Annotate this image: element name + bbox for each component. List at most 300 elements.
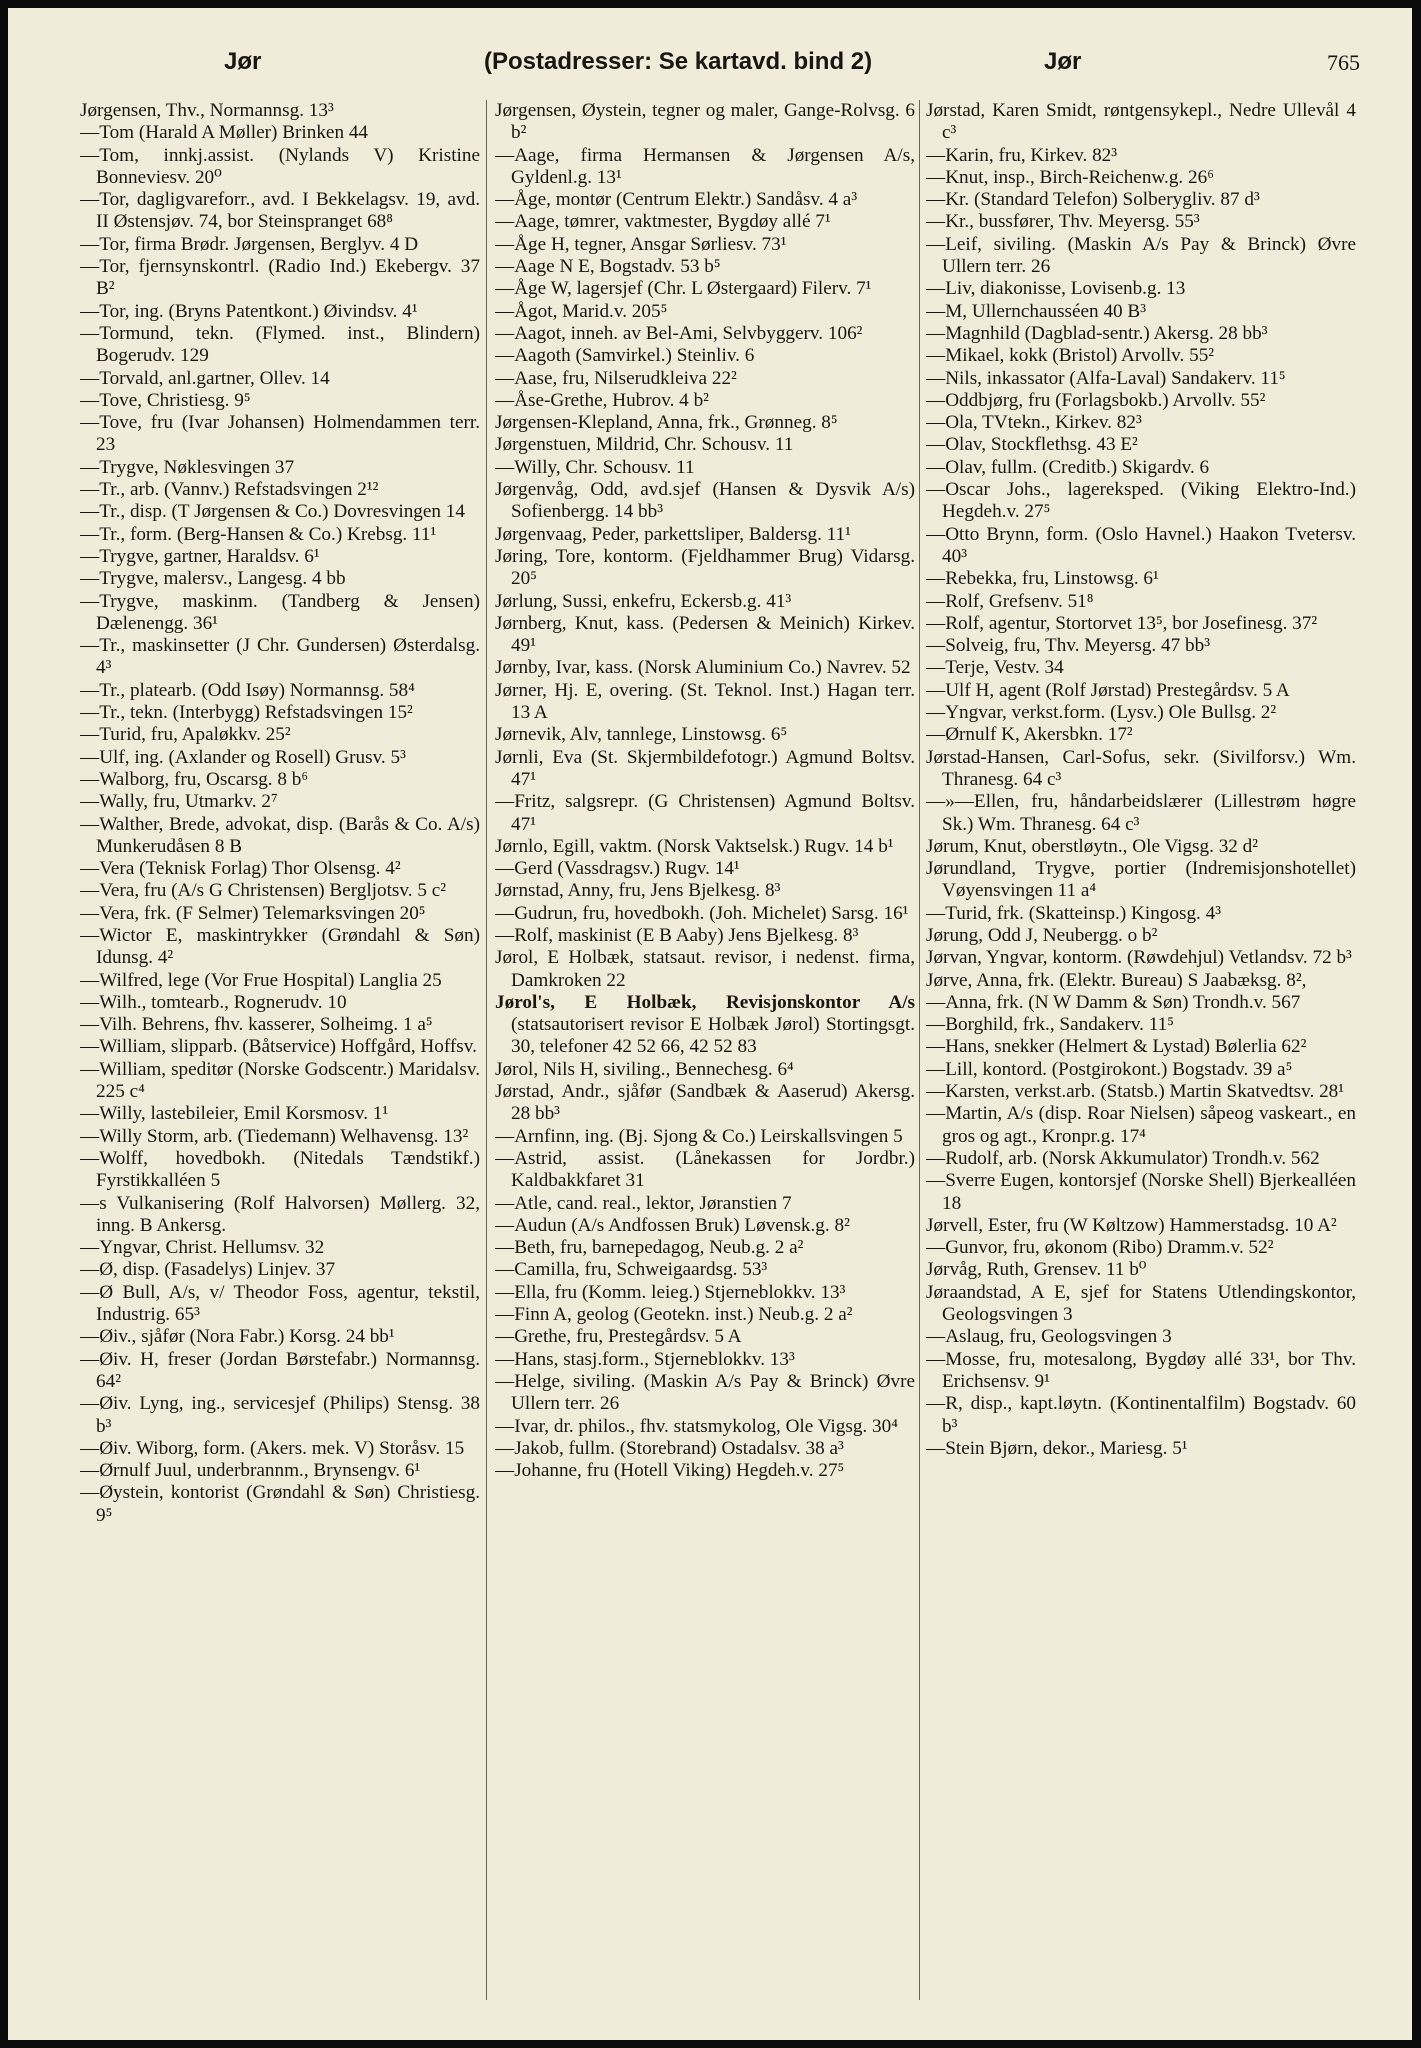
directory-columns [80,100,1376,2000]
entry-text: —Ola, TVtekn., Kirkev. 82³ [926,412,1142,434]
entry-text: Jørnlo, Egill, vaktm. (Norsk Vaktselsk.) Rugv. 14 b¹ [495,835,894,857]
entry-text: —Jakob, fullm. (Storebrand) Ostadalsv. 38 a³ [495,1437,844,1459]
directory-entry [80,145,480,190]
entry-text: —Helge, siviling. (Maskin A/s Pay & Brinck) Øvre Ullern terr. 26 [495,1370,915,1415]
entry-text: —Oscar Johs., lagereksped. (Viking Elektro-Ind.) Hegdeh.v. 27⁵ [926,479,1356,523]
directory-entry [80,1349,480,1394]
entry-text: —Ulf H, agent (Rolf Jørstad) Prestegårdsv. 5 A [926,679,1290,701]
entry-text: —Ella, fru (Komm. leieg.) Stjerneblokkv. 13³ [495,1281,846,1303]
directory-entry [80,546,480,568]
entry-text: Jørnberg, Knut, kass. (Pedersen & Meinich) Kirkev. 49¹ [495,612,915,657]
directory-entry [926,1215,1356,1237]
entry-text: —Kr. (Standard Telefon) Solberygliv. 87 d³ [926,189,1260,211]
entry-text: —Rolf, agentur, Stortorvet 13⁵, bor Josefinesg. 37² [926,612,1318,634]
directory-entry [495,1304,915,1326]
directory-entry [926,211,1356,233]
entry-text: —Trygve, gartner, Haraldsv. 6¹ [80,545,320,567]
entry-text: —Trygve, Nøklesvingen 37 [80,456,295,478]
entry-text: —Olav, fullm. (Creditb.) Skigardv. 6 [926,456,1210,478]
directory-entry [926,680,1356,702]
directory-entry [926,657,1356,679]
directory-entry [80,1059,480,1104]
directory-entry [495,234,915,256]
directory-entry [926,1081,1356,1103]
directory-entry [495,1259,915,1281]
entry-text: —Vera, frk. (F Selmer) Telemarksvingen 20⁵ [80,902,426,924]
directory-entry [80,880,480,902]
directory-entry [495,1081,915,1126]
directory-entry [80,903,480,925]
entry-text: —Tor, ing. (Bryns Patentkont.) Øivindsv. 4¹ [80,300,418,322]
entry-text: Jørlung, Sussi, enkefru, Eckersb.g. 41³ [495,590,792,612]
directory-entry [495,345,915,367]
entry-text: Jørol, E Holbæk, statsaut. revisor, i nedenst. firma, Damkroken 22 [495,947,915,991]
directory-entry [495,1059,915,1081]
directory-entry [80,970,480,992]
page-header [74,48,1360,90]
entry-text: —Sverre Eugen, kontorsjef (Norske Shell) Bjerkealléen 18 [926,1170,1356,1214]
entry-text: —William, slipparb. (Båtservice) Hoffgård, Hoffsv. [80,1036,477,1058]
directory-entry [495,880,915,902]
entry-text: —Øystein, kontorist (Grøndahl & Søn) Christiesg. 9⁵ [80,1482,480,1526]
entry-text: —Ø Bull, A/s, v/ Theodor Foss, agentur, tekstil, Industrig. 65³ [80,1281,480,1326]
directory-entry [80,1282,480,1327]
entry-text: Jørgensen, Thv., Normannsg. 13³ [80,100,334,121]
entry-text: —Gudrun, fru, hovedbokh. (Joh. Michelet) Sarsg. 16¹ [495,902,909,924]
directory-entry [80,1482,480,1527]
directory-entry [80,591,480,636]
directory-entry [80,1438,480,1460]
directory-entry [495,591,915,613]
directory-entry [495,145,915,190]
column-1 [80,100,480,2000]
directory-entry [926,1259,1356,1281]
entry-text: —Mosse, fru, motesalong, Bygdøy allé 33¹, bor Thv. Erichsensv. 9¹ [926,1348,1356,1392]
column-2 [495,100,915,2000]
entry-text: —Vera, fru (A/s G Christensen) Bergljotsv. 5 c² [80,880,446,902]
entry-text: —Otto Brynn, form. (Oslo Havnel.) Haakon Tvetersv. 40³ [926,523,1356,567]
directory-entry [80,524,480,546]
entry-text: —Atle, cand. real., lektor, Jøranstien 7 [495,1192,792,1214]
entry-text: —Tormund, tekn. (Flymed. inst., Blindern) Bogerudv. 129 [80,322,480,367]
directory-entry [926,368,1356,390]
entry-text: —Borghild, frk., Sandakerv. 11⁵ [926,1014,1174,1036]
entry-text: Jørstad-Hansen, Carl-Sofus, sekr. (Sivilforsv.) Wm. Thranesg. 64 c³ [926,746,1356,790]
directory-entry [495,1193,915,1215]
entry-text: Jørvell, Ester, fru (W Køltzow) Hammerstadsg. 10 A² [926,1214,1337,1236]
directory-entry [495,524,915,546]
entry-text: —Aagoth (Samvirkel.) Steinliv. 6 [495,345,755,367]
directory-entry [80,814,480,859]
entry-text: —Willy Storm, arb. (Tiedemann) Welhavensg. 13² [80,1125,469,1147]
entry-text: —Astrid, assist. (Lånekassen for Jordbr.) Kaldbakkfaret 31 [495,1147,915,1192]
directory-entry [80,189,480,234]
directory-entry [80,992,480,1014]
entry-text: —Tr., maskinsetter (J Chr. Gundersen) Østerdalsg. 4³ [80,635,480,679]
directory-entry [80,858,480,880]
entry-text: —»—Ellen, fru, håndarbeidslærer (Lillestrøm høgre Sk.) Wm. Thranesg. 64 c³ [926,791,1356,835]
directory-entry [80,1326,480,1348]
entry-text: —Arnfinn, ing. (Bj. Sjong & Co.) Leirskallsvingen 5 [495,1125,903,1147]
directory-entry [80,1259,480,1281]
entry-text: —Ørnulf K, Akersbkn. 17² [926,724,1133,746]
entry-text: —Turid, fru, Apaløkkv. 25² [80,724,291,746]
entry-text: —Magnhild (Dagblad-sentr.) Akersg. 28 bb³ [926,322,1268,344]
directory-entry [495,100,915,145]
entry-text: —Tove, fru (Ivar Johansen) Holmendammen terr. 23 [80,412,480,456]
entry-text: —Aslaug, fru, Geologsvingen 3 [926,1326,1172,1348]
directory-entry [80,747,480,769]
directory-entry [926,903,1356,925]
entry-text: —Stein Bjørn, dekor., Mariesg. 5¹ [926,1437,1188,1459]
entry-text: —Kr., bussfører, Thv. Meyersg. 55³ [926,211,1200,233]
entry-text: Jørner, Hj. E, overing. (St. Teknol. Inst.) Hagan terr. 13 A [495,679,915,724]
header-center-note: (Postadresser: Se kartavd. bind 2) [484,48,873,75]
entry-text: —Anna, frk. (N W Damm & Søn) Trondh.v. 567 [926,991,1301,1013]
directory-entry [80,1148,480,1193]
directory-entry [926,925,1356,947]
entry-text: —Beth, fru, barnepedagog, Neub.g. 2 a² [495,1237,804,1259]
entry-text: Jørgenstuen, Mildrid, Chr. Schousv. 11 [495,434,794,456]
directory-entry [926,635,1356,657]
directory-entry [80,791,480,813]
directory-entry [926,524,1356,569]
entry-text: —Grethe, fru, Prestegårdsv. 5 A [495,1326,742,1348]
directory-entry [926,1170,1356,1215]
entry-text: —Tr., tekn. (Interbygg) Refstadsvingen 15² [80,702,413,724]
header-right-keyword: Jør [1044,48,1082,75]
entry-text: —Åge W, lagersjef (Chr. L Østergaard) Filerv. 7¹ [495,278,872,300]
directory-entry [926,145,1356,167]
entry-text: —Rolf, Grefsenv. 51⁸ [926,590,1094,612]
entry-text: —Ivar, dr. philos., fhv. statsmykolog, Ole Vigsg. 30⁴ [495,1415,898,1437]
entry-text: Jørgensen-Klepland, Anna, frk., Grønneg. 8⁵ [495,412,838,434]
directory-entry [80,457,480,479]
directory-entry [926,412,1356,434]
directory-entry [495,947,915,992]
entry-text: —Vera (Teknisk Forlag) Thor Olsensg. 4² [80,858,401,880]
entry-text: Jørung, Odd J, Neubergg. o b² [926,924,1158,946]
entry-text: —Wolff, hovedbokh. (Nitedals Tændstikf.) Fyrstikkalléen 5 [80,1147,480,1192]
entry-text: —Rudolf, arb. (Norsk Akkumulator) Trondh.v. 562 [926,1147,1320,1169]
directory-entry [926,1036,1356,1058]
directory-entry [926,301,1356,323]
entry-text: —Gunvor, fru, økonom (Ribo) Dramm.v. 52² [926,1237,1274,1259]
directory-entry [495,1371,915,1416]
directory-entry [495,1416,915,1438]
entry-text: —Ågot, Marid.v. 205⁵ [495,300,668,322]
directory-entry [495,657,915,679]
directory-entry [926,836,1356,858]
directory-entry [926,100,1356,145]
directory-entry [495,747,915,792]
entry-text: —Aage N E, Bogstadv. 53 b⁵ [495,256,721,278]
entry-text: —Wally, fru, Utmarkv. 2⁷ [80,791,278,813]
entry-text: Jørgensen, Øystein, tegner og maler, Gange-Rolvsg. 6 b² [495,100,915,144]
directory-entry [495,546,915,591]
directory-entry [926,724,1356,746]
entry-text: —Trygve, maskinm. (Tandberg & Jensen) Dælenengg. 36¹ [80,590,480,634]
entry-text: Jørol, Nils H, siviling., Bennechesg. 6⁴ [495,1058,794,1080]
entry-text: —Øiv. Lyng, ing., servicesjef (Philips) Stensg. 38 b³ [80,1393,480,1437]
entry-text: Jørvan, Yngvar, kontorm. (Røwdehjul) Vetlandsv. 72 b³ [926,947,1352,969]
directory-entry [495,1215,915,1237]
directory-entry [926,791,1356,836]
directory-entry [495,211,915,233]
entry-text: —s Vulkanisering (Rolf Halvorsen) Møllerg. 32, inng. B Ankersg. [80,1192,480,1236]
entry-text: Jørnevik, Alv, tannlege, Linstowsg. 6⁵ [495,724,788,746]
directory-entry [926,434,1356,456]
directory-entry [926,323,1356,345]
directory-entry [80,1126,480,1148]
entry-text: —Tr., form. (Berg-Hansen & Co.) Krebsg. 11¹ [80,523,437,545]
entry-text: —Aase, fru, Nilserudkleiva 22² [495,367,737,389]
entry-text: Jørnli, Eva (St. Skjermbildefotogr.) Agmund Boltsv. 47¹ [495,746,915,790]
directory-entry [495,925,915,947]
directory-entry [80,301,480,323]
directory-entry [495,278,915,300]
entry-text: —Terje, Vestv. 34 [926,657,1064,679]
directory-entry [80,1460,480,1482]
entry-text: Jørol's, E Holbæk, Revisjonskontor A/s [495,991,915,1013]
entry-text: —Mikael, kokk (Bristol) Arvollv. 55² [926,345,1215,367]
entry-text: —Tom, innkj.assist. (Nylands V) Kristine Bonneviesv. 20⁰ [80,144,480,188]
directory-entry [495,992,915,1059]
directory-entry [926,1014,1356,1036]
directory-entry [926,1282,1356,1327]
directory-entry [926,747,1356,792]
entry-text: —Hans, stasj.form., Stjerneblokkv. 13³ [495,1348,795,1370]
entry-text: —R, disp., kapt.løytn. (Kontinentalfilm) Bogstadv. 60 b³ [926,1393,1356,1437]
entry-text: Jørnby, Ivar, kass. (Norsk Aluminium Co.) Navrev. 52 [495,657,911,679]
directory-entry [495,390,915,412]
directory-entry [926,702,1356,724]
entry-text: —Tove, Christiesg. 9⁵ [80,389,251,411]
entry-text: —Walther, Brede, advokat, disp. (Barås & Co. A/s) Munkerudåsen 8 B [80,813,480,857]
directory-entry [495,1349,915,1371]
directory-entry [926,970,1356,992]
directory-page [8,8,1412,2040]
directory-entry [926,1393,1356,1438]
directory-entry [80,368,480,390]
directory-entry [926,1148,1356,1170]
directory-entry [926,858,1356,903]
entry-text: —Walborg, fru, Oscarsg. 8 b⁶ [80,768,309,790]
directory-entry [926,1326,1356,1348]
entry-text: —Willy, Chr. Schousv. 11 [495,456,695,478]
directory-entry [495,903,915,925]
directory-entry [495,1282,915,1304]
entry-text: —Øiv., sjåfør (Nora Fabr.) Korsg. 24 bb¹ [80,1326,395,1348]
entry-text: —Ulf, ing. (Axlander og Rosell) Grusv. 5³ [80,746,406,768]
directory-entry [80,390,480,412]
directory-entry [80,234,480,256]
entry-text: —Turid, frk. (Skatteinsp.) Kingosg. 4³ [926,902,1221,924]
directory-entry [80,635,480,680]
directory-entry [926,1438,1356,1460]
directory-entry [926,1349,1356,1394]
entry-text: —Tor, dagligvareforr., avd. I Bekkelagsv. 19, avd. II Østensjøv. 74, bor Steinspranget 68⁸ [80,189,480,233]
entry-text: —Yngvar, verkst.form. (Lysv.) Ole Bullsg. 2² [926,702,1277,724]
entry-text: —Øiv. H, freser (Jordan Børstefabr.) Normannsg. 64² [80,1348,480,1392]
directory-entry [80,568,480,590]
entry-text: Jørstad, Andr., sjåfør (Sandbæk & Aaserud) Akersg. 28 bb³ [495,1081,915,1125]
entry-text: —Johanne, fru (Hotell Viking) Hegdeh.v. 27⁵ [495,1460,845,1482]
directory-entry [495,613,915,658]
directory-entry [495,1126,915,1148]
directory-entry [495,1148,915,1193]
entry-text: —Wictor E, maskintrykker (Grøndahl & Søn) Idunsg. 4² [80,924,480,969]
directory-entry [926,992,1356,1014]
directory-entry [495,457,915,479]
entry-text: —William, speditør (Norske Godscentr.) Maridalsv. 225 c⁴ [80,1058,480,1103]
entry-text: Jørgenvaag, Peder, parkettsliper, Baldersg. 11¹ [495,523,851,545]
entry-text: —Liv, diakonisse, Lovisenb.g. 13 [926,278,1186,300]
entry-text: —Finn A, geolog (Geotekn. inst.) Neub.g. 2 a² [495,1304,853,1326]
entry-text-continued: (statsautorisert revisor E Holbæk Jørol) Stortingsgt. 30, telefoner 42 52 66, 42 52 83 [511,1014,915,1058]
entry-text: —Øiv. Wiborg, form. (Akers. mek. V) Storåsv. 15 [80,1437,465,1459]
entry-text: —Rolf, maskinist (E B Aaby) Jens Bjelkesg. 8³ [495,924,859,946]
directory-entry [926,479,1356,524]
directory-entry [495,412,915,434]
directory-entry [495,858,915,880]
entry-text: Jørstad, Karen Smidt, røntgensykepl., Nedre Ullevål 4 c³ [926,100,1356,144]
entry-text: Jørum, Knut, oberstløytn., Ole Vigsg. 32 d² [926,835,1259,857]
entry-text: —Aage, firma Hermansen & Jørgensen A/s, Gyldenl.g. 13¹ [495,144,915,188]
entry-text: Jøring, Tore, kontorm. (Fjeldhammer Brug) Vidarsg. 20⁵ [495,545,915,590]
entry-text: —Gerd (Vassdragsv.) Rugv. 14¹ [495,858,740,880]
directory-entry [495,256,915,278]
directory-entry [80,1036,480,1058]
entry-text: Jørvåg, Ruth, Grensev. 11 b⁰ [926,1259,1147,1281]
directory-entry [926,1103,1356,1148]
directory-entry [80,1237,480,1259]
entry-text: —Martin, A/s (disp. Roar Nielsen) såpeog vaskeart., en gros og agt., Kronpr.g. 17⁴ [926,1103,1356,1147]
entry-text: —Oddbjørg, fru (Forlagsbokb.) Arvollv. 55² [926,389,1266,411]
entry-text: —Trygve, malersv., Langesg. 4 bb [80,568,346,590]
directory-entry [80,501,480,523]
entry-text: —Tom (Harald A Møller) Brinken 44 [80,122,369,144]
directory-entry [495,791,915,836]
directory-entry [926,234,1356,279]
entry-text: —Tor, fjernsynskontrl. (Radio Ind.) Ekebergv. 37 B² [80,256,480,300]
entry-text: —Torvald, anl.gartner, Ollev. 14 [80,367,330,389]
directory-entry [80,1193,480,1238]
entry-text: Jørundland, Trygve, portier (Indremisjonshotellet) Vøyensvingen 11 a⁴ [926,858,1356,902]
entry-text: —Åse-Grethe, Hubrov. 4 b² [495,389,709,411]
entry-text: —Tr., platearb. (Odd Isøy) Normannsg. 58⁴ [80,679,415,701]
directory-entry [926,278,1356,300]
directory-entry [495,323,915,345]
directory-entry [495,680,915,725]
directory-entry [495,1438,915,1460]
entry-text: —Åge, montør (Centrum Elektr.) Sandåsv. 4 a³ [495,189,858,211]
entry-text: Jørve, Anna, frk. (Elektr. Bureau) S Jaabæksg. 8², [926,969,1307,991]
entry-text: —Nils, inkassator (Alfa-Laval) Sandakerv. 11⁵ [926,367,1286,389]
entry-text: —Leif, siviling. (Maskin A/s Pay & Brinck) Øvre Ullern terr. 26 [926,233,1356,278]
entry-text: —Vilh. Behrens, fhv. kasserer, Solheimg. 1 a⁵ [80,1014,433,1036]
entry-text: —Ø, disp. (Fasadelys) Linjev. 37 [80,1259,336,1281]
entry-text: —Solveig, fru, Thv. Meyersg. 47 bb³ [926,635,1210,657]
entry-text: —M, Ullernchausséen 40 B³ [926,300,1146,322]
entry-text: —Wilfred, lege (Vor Frue Hospital) Langlia 25 [80,969,442,991]
directory-entry [926,390,1356,412]
entry-text: —Olav, Stockflethsg. 43 E² [926,434,1138,456]
directory-entry [495,1326,915,1348]
entry-text: Jørgenvåg, Odd, avd.sjef (Hansen & Dysvik A/s) Sofienbergg. 14 bb³ [495,479,915,523]
directory-entry [80,925,480,970]
entry-text: Jørnstad, Anny, fru, Jens Bjelkesg. 8³ [495,880,781,902]
directory-entry [495,479,915,524]
entry-text: —Audun (A/s Andfossen Bruk) Løvensk.g. 8² [495,1214,850,1236]
directory-entry [80,100,480,122]
entry-text: —Hans, snekker (Helmert & Lystad) Bølerlia 62² [926,1036,1307,1058]
entry-text: Jøraandstad, A E, sjef for Statens Utlendingskontor, Geologsvingen 3 [926,1281,1356,1326]
entry-text: —Willy, lastebileier, Emil Korsmosv. 1¹ [80,1103,389,1125]
entry-text: —Ørnulf Juul, underbrannm., Brynsengv. 6¹ [80,1460,421,1482]
directory-entry [926,568,1356,590]
directory-entry [926,947,1356,969]
directory-entry [495,1460,915,1482]
directory-entry [80,1393,480,1438]
directory-entry [80,256,480,301]
entry-text: —Aage, tømrer, vaktmester, Bygdøy allé 7¹ [495,211,831,233]
directory-entry [495,434,915,456]
entry-text: —Camilla, fru, Schweigaardsg. 53³ [495,1259,768,1281]
directory-entry [80,769,480,791]
directory-entry [926,345,1356,367]
directory-entry [80,122,480,144]
directory-entry [80,724,480,746]
entry-text: —Tr., disp. (T Jørgensen & Co.) Dovresvingen 14 [80,501,465,523]
directory-entry [80,1103,480,1125]
directory-entry [926,591,1356,613]
entry-text: —Knut, insp., Birch-Reichenw.g. 26⁶ [926,166,1214,188]
entry-text: —Tr., arb. (Vannv.) Refstadsvingen 2¹² [80,479,379,501]
directory-entry [926,613,1356,635]
entry-text: —Yngvar, Christ. Hellumsv. 32 [80,1237,325,1259]
directory-entry [80,702,480,724]
entry-text: —Tor, firma Brødr. Jørgensen, Berglyv. 4 D [80,233,419,255]
column-divider [486,100,487,2000]
entry-text: —Wilh., tomtearb., Rognerudv. 10 [80,991,347,1013]
directory-entry [495,189,915,211]
entry-text: —Aagot, inneh. av Bel-Ami, Selvbyggerv. 106² [495,322,863,344]
directory-entry [495,724,915,746]
directory-entry [495,368,915,390]
column-3 [926,100,1356,2000]
column-divider [919,100,920,2000]
directory-entry [80,412,480,457]
directory-entry [926,1237,1356,1259]
directory-entry [926,167,1356,189]
entry-text: —Åge H, tegner, Ansgar Sørliesv. 73¹ [495,233,787,255]
page-number: 765 [1327,50,1360,75]
directory-entry [495,1237,915,1259]
directory-entry [926,189,1356,211]
directory-entry [80,680,480,702]
directory-entry [80,323,480,368]
entry-text: —Rebekka, fru, Linstowsg. 6¹ [926,568,1159,590]
directory-entry [495,836,915,858]
header-left-keyword: Jør [224,48,262,75]
entry-text: —Fritz, salgsrepr. (G Christensen) Agmund Boltsv. 47¹ [495,791,915,835]
directory-entry [926,457,1356,479]
entry-text: —Karin, fru, Kirkev. 82³ [926,144,1118,166]
entry-text: —Lill, kontord. (Postgirokont.) Bogstadv. 39 a⁵ [926,1058,1293,1080]
directory-entry [80,479,480,501]
entry-text: —Karsten, verkst.arb. (Statsb.) Martin Skatvedtsv. 28¹ [926,1081,1345,1103]
